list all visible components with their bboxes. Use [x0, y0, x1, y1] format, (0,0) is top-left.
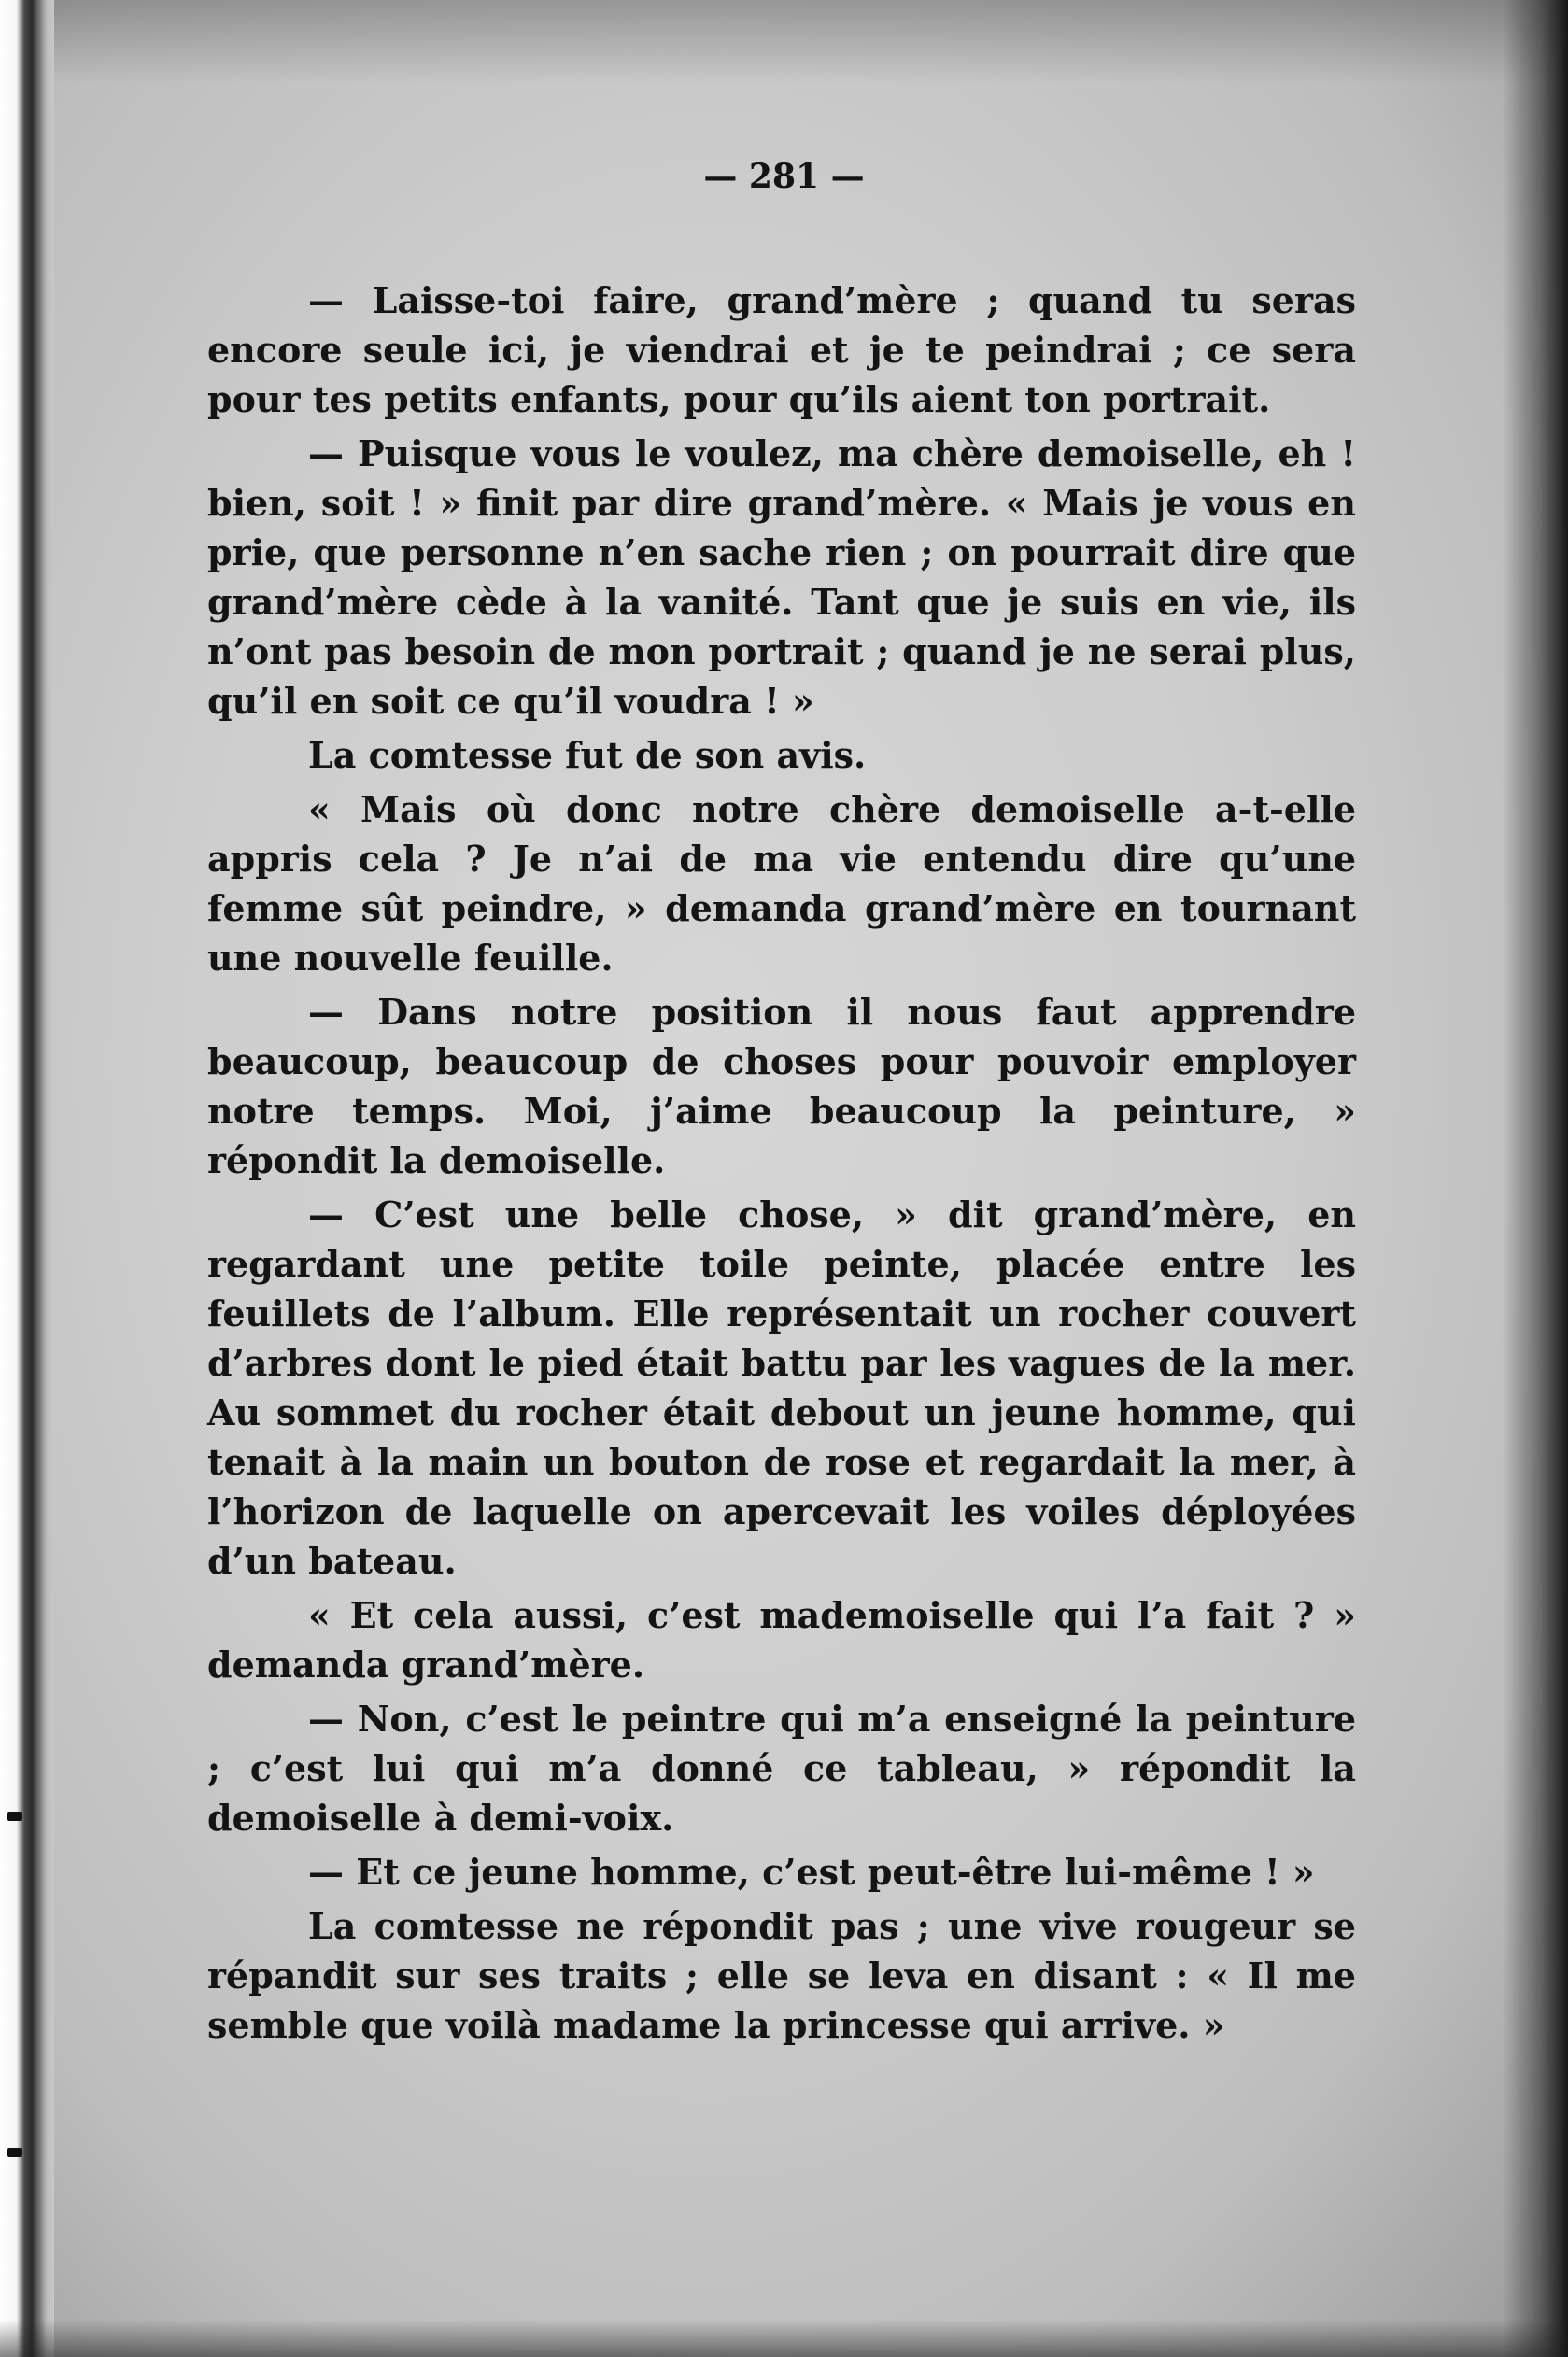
paragraph: La comtesse ne répondit pas ; une vive rougeur se répandit sur ses traits ; elle se leva en disant : « Il me semble que voilà madame la princesse qui arrive. »	[207, 1905, 1356, 2046]
paragraph: — Non, c’est le peintre qui m’a enseigné la peinture ; c’est lui qui m’a donné ce tableau, » répondit la demoiselle à demi-voix.	[207, 1698, 1356, 1839]
paragraph: « Mais où donc notre chère demoiselle a-t-elle appris cela ? Je n’ai de ma vie entendu dire qu’une femme sût peindre, » demanda grand’mère en tournant une nouvelle feuille.	[207, 788, 1356, 979]
binding-mark	[7, 1812, 22, 1821]
binding-mark	[7, 2148, 22, 2157]
binding-edge	[0, 0, 54, 2357]
paragraph: — Puisque vous le voulez, ma chère demoiselle, eh ! bien, soit ! » finit par dire grand’mère. « Mais je vous en prie, que personne n’en sache rien ; on pourrait dire que grand’mère cède à la vanité. Tant que je suis en vie, ils n’ont pas besoin de mon portrait ; quand je ne serai plus, qu’il en soit ce qu’il voudra ! »	[207, 432, 1356, 722]
page-number: — 281 —	[703, 157, 865, 196]
paragraph: La comtesse fut de son avis.	[308, 734, 867, 776]
body-text	[207, 275, 1356, 2054]
top-shadow	[0, 0, 1568, 84]
paragraph: — Et ce jeune homme, c’est peut-être lui-même ! »	[308, 1851, 1315, 1893]
paragraph: « Et cela aussi, c’est mademoiselle qui l’a fait ? » demanda grand’mère.	[207, 1594, 1356, 1686]
paragraph: — Dans notre position il nous faut apprendre beaucoup, beaucoup de choses pour pouvoir employer notre temps. Moi, j’aime beaucoup la peinture, » répondit la demoiselle.	[207, 991, 1356, 1181]
bottom-shadow	[0, 2320, 1568, 2357]
right-shadow	[1503, 0, 1568, 2357]
paragraph: — C’est une belle chose, » dit grand’mère, en regardant une petite toile peinte, placée entre les feuillets de l’album. Elle représentait un rocher couvert d’arbres dont le pied était battu par les vagues de la mer. Au sommet du rocher était debout un jeune homme, qui tenait à la main un bouton de rose et regardait la mer, à l’horizon de laquelle on apercevait les voiles déployées d’un bateau.	[207, 1193, 1356, 1582]
paragraph: — Laisse-toi faire, grand’mère ; quand tu seras encore seule ici, je viendrai et je te peindrai ; ce sera pour tes petits enfants, pour qu’ils aient ton portrait.	[207, 279, 1356, 420]
